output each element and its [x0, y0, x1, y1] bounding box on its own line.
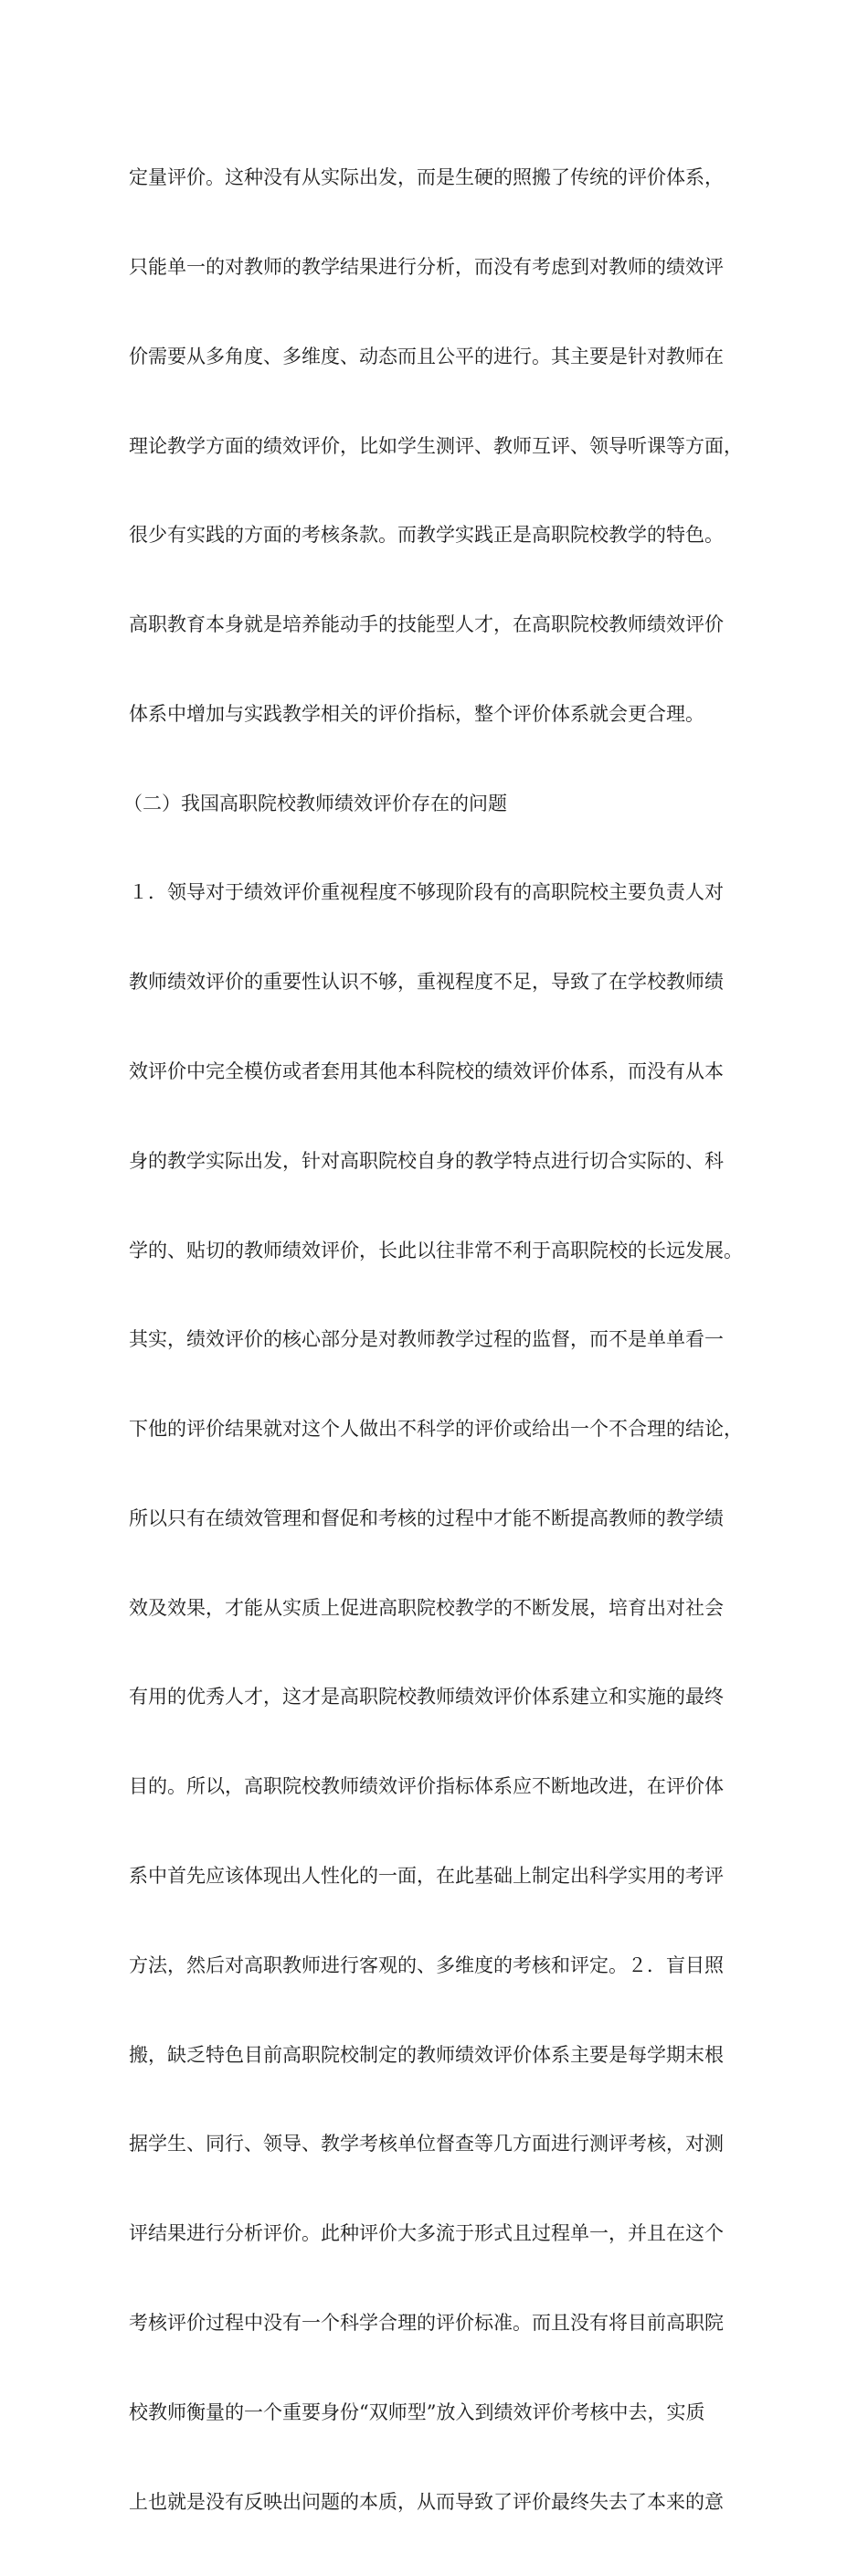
text-line: 只能单一的对教师的教学结果进行分析，而没有考虑到对教师的绩效评 [129, 255, 724, 278]
text-line: 学的、贴切的教师绩效评价，长此以往非常不利于高职院校的长远发展。 [129, 1239, 743, 1261]
text-line: 定量评价。这种没有从实际出发，而是生硬的照搬了传统的评价体系， [129, 166, 724, 189]
text-line: 据学生、同行、领导、教学考核单位督查等几方面进行测评考核，对测 [129, 2133, 724, 2156]
text-line: 方法，然后对高职教师进行客观的、多维度的考核和评定。２．盲目照 [129, 1953, 724, 1976]
text-line: 搬，缺乏特色目前高职院校制定的教师绩效评价体系主要是每学期末根 [129, 2043, 724, 2066]
text-line: 教师绩效评价的重要性认识不够，重视程度不足，导致了在学校教师绩 [129, 971, 724, 994]
text-line: 体系中增加与实践教学相关的评价指标，整个评价体系就会更合理。 [129, 702, 704, 725]
text-line: 系中首先应该体现出人性化的一面，在此基础上制定出科学实用的考评 [129, 1865, 724, 1888]
text-line: １．领导对于绩效评价重视程度不够现阶段有的高职院校主要负责人对 [129, 881, 724, 904]
text-line: 价需要从多角度、多维度、动态而且公平的进行。其主要是针对教师在 [129, 345, 724, 367]
text-line: 有用的优秀人才，这才是高职院校教师绩效评价体系建立和实施的最终 [129, 1686, 724, 1708]
text-line: 其实，绩效评价的核心部分是对教师教学过程的监督，而不是单单看一 [129, 1328, 724, 1351]
text-line: 高职教育本身就是培养能动手的技能型人才，在高职院校教师绩效评价 [129, 613, 724, 636]
text-line: 目的。所以，高职院校教师绩效评价指标体系应不断地改进，在评价体 [129, 1775, 724, 1798]
text-line: 上也就是没有反映出问题的本质，从而导致了评价最终失去了本来的意 [129, 2490, 724, 2513]
text-line: 校教师衡量的一个重要身份“双师型”放入到绩效评价考核中去，实质 [129, 2400, 705, 2423]
text-line: 效评价中完全模仿或者套用其他本科院校的绩效评价体系，而没有从本 [129, 1060, 724, 1082]
text-line: 下他的评价结果就对这个人做出不科学的评价或给出一个不合理的结论， [129, 1418, 743, 1441]
body-text [123, 103, 759, 2576]
text-line: 所以只有在绩效管理和督促和考核的过程中才能不断提高教师的教学绩 [129, 1506, 724, 1529]
text-line: 考核评价过程中没有一个科学合理的评价标准。而且没有将目前高职院 [129, 2311, 724, 2334]
section-heading: （二）我国高职院校教师绩效评价存在的问题 [123, 792, 507, 814]
text-line: 身的教学实际出发，针对高职院校自身的教学特点进行切合实际的、科 [129, 1149, 724, 1172]
text-line: 理论教学方面的绩效评价，比如学生测评、教师互评、领导听课等方面， [129, 434, 743, 457]
text-line: 效及效果，才能从实质上促进高职院校教学的不断发展，培育出对社会 [129, 1596, 724, 1619]
text-line: 评结果进行分析评价。此种评价大多流于形式且过程单一，并且在这个 [129, 2222, 724, 2245]
text-line: 很少有实践的方面的考核条款。而教学实践正是高职院校教学的特色。 [129, 524, 724, 547]
